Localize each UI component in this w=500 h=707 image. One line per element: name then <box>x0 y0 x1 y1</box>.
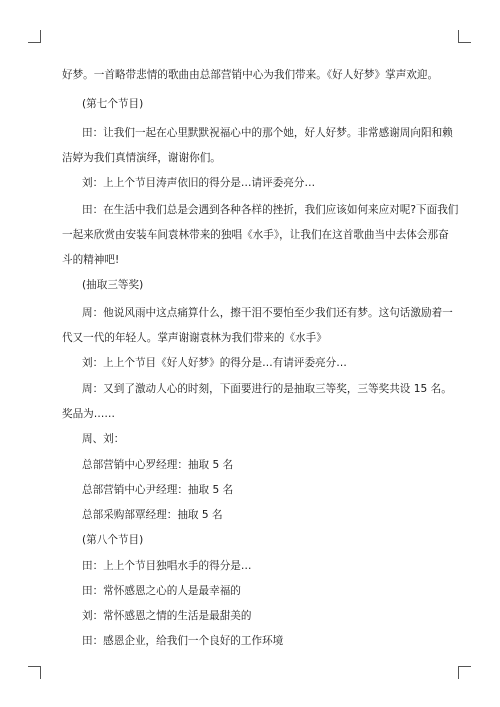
crop-mark-top-left <box>28 30 41 43</box>
paragraph-line: 田：常怀感恩之心的人是最幸福的 <box>82 585 241 597</box>
paragraph-line: 田：上上个节目独唱水手的得分是… <box>82 560 252 572</box>
paragraph-line: 田：感恩企业，给我们一个良好的工作环境 <box>82 635 284 647</box>
paragraph-line: 斗的精神吧! <box>62 254 120 266</box>
list-item: 总部营销中心罗经理：抽取 5 名 <box>82 459 234 471</box>
paragraph-line: 田：让我们一起在心里默默祝福心中的那个她，好人好梦。非常感谢周向阳和赖 <box>82 127 453 139</box>
paragraph-line: 一起来欣赏由安装车间袁林带来的独唱《水手》，让我们在这首歌曲当中去体会那奋 <box>62 229 449 241</box>
paragraph-line: 代又一代的年轻人。掌声谢谢袁林为我们带来的《水手》 <box>62 332 327 344</box>
paragraph-line: 洁婷为我们真情演绎，谢谢你们。 <box>62 152 221 164</box>
paragraph-line: 刘：上上个节目涛声依旧的得分是…请评委亮分… <box>82 177 316 189</box>
paragraph-line: 周：又到了激动人心的时刻，下面要进行的是抽取三等奖，三等奖共设 15 名。 <box>82 383 452 395</box>
paragraph-line: 奖品为…… <box>62 408 115 420</box>
section-heading: (第七个节目) <box>82 98 144 110</box>
list-item: 总部采购部覃经理：抽取 5 名 <box>82 509 223 521</box>
section-heading: (第八个节目) <box>82 534 144 546</box>
paragraph-line: 刘：常怀感恩之情的生活是最甜美的 <box>82 610 252 622</box>
paragraph-line: 刘：上上个节目《好人好梦》的得分是…有请评委亮分… <box>82 357 347 369</box>
paragraph-line: 周、刘： <box>82 433 125 445</box>
crop-mark-bottom-left <box>28 666 41 679</box>
list-item: 总部营销中心尹经理：抽取 5 名 <box>82 484 234 496</box>
paragraph-line: 田：在生活中我们总是会遇到各种各样的挫折，我们应该如何来应对呢?下面我们 <box>82 204 459 216</box>
crop-mark-top-right <box>458 30 471 43</box>
crop-mark-bottom-right <box>458 666 471 679</box>
section-heading: (抽取三等奖) <box>82 279 144 291</box>
paragraph-line: 好梦。一首略带悲情的歌曲由总部营销中心为我们带来。《好人好梦》掌声欢迎。 <box>62 69 439 81</box>
paragraph-line: 周：他说风雨中这点痛算什么，擦干泪不要怕至少我们还有梦。这句话激励着一 <box>82 307 453 319</box>
